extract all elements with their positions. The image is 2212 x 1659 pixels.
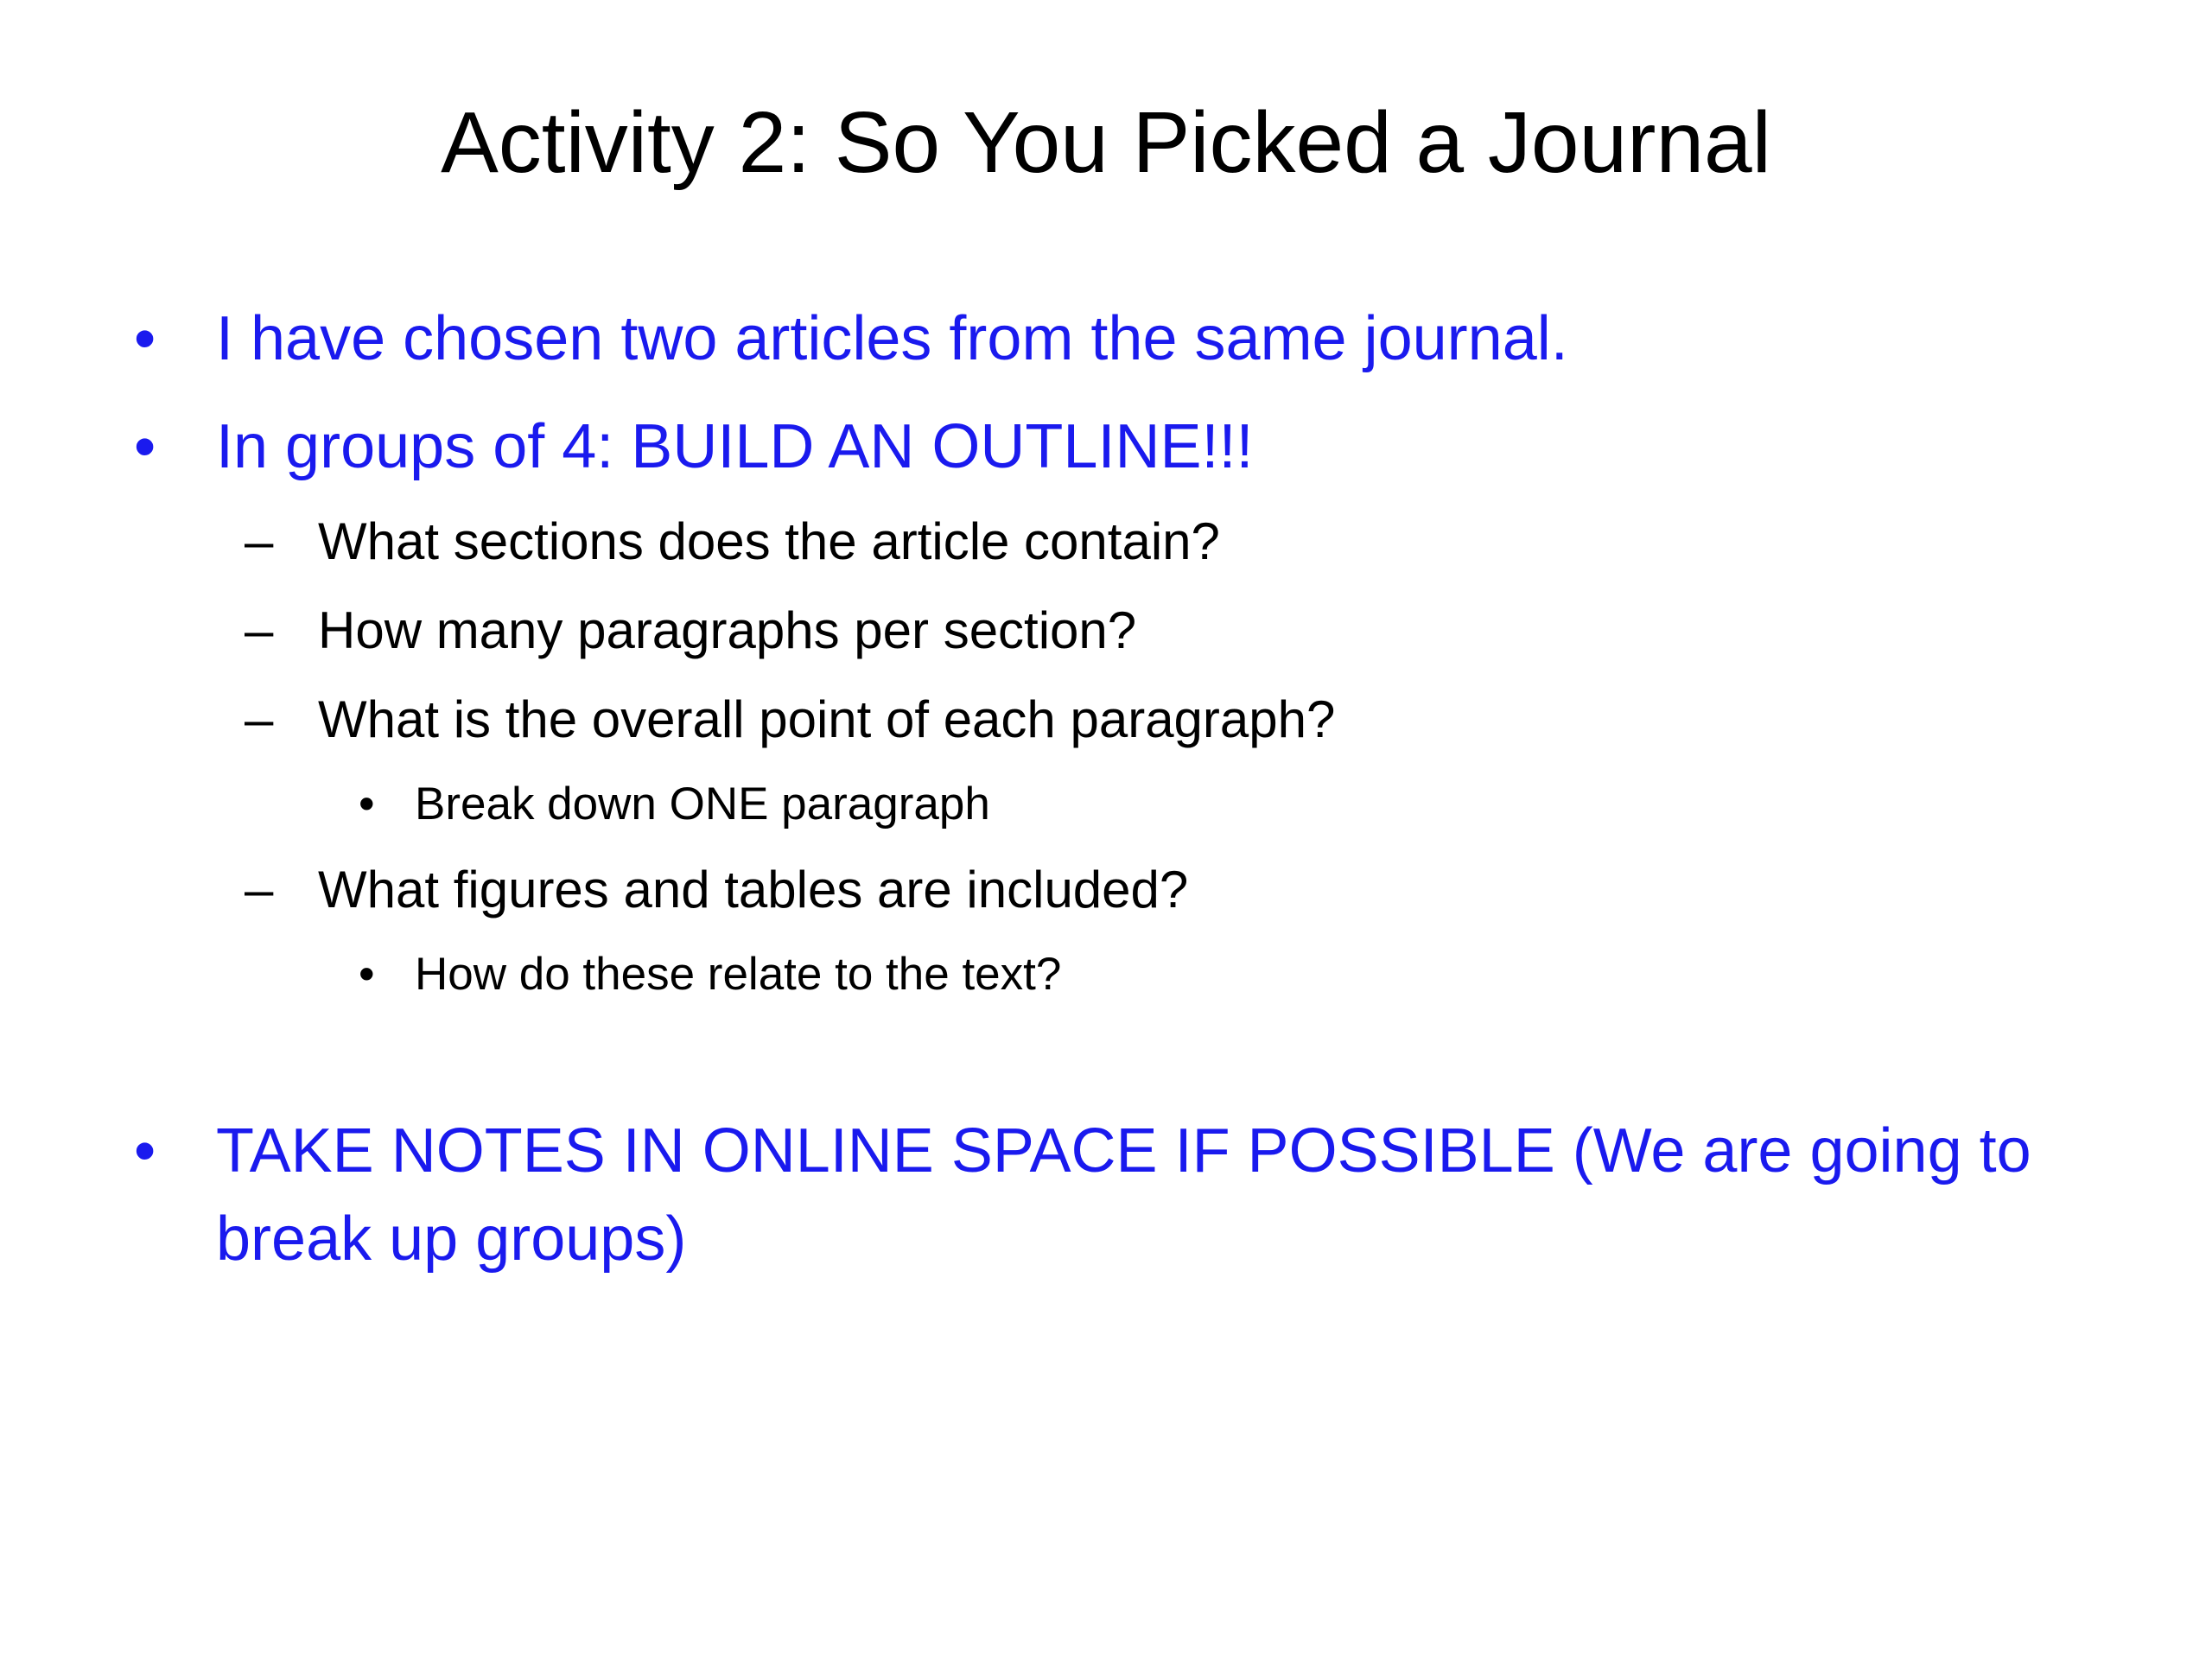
dash-marker: –	[245, 690, 274, 748]
sub-bullet-paragraphs	[245, 594, 2059, 667]
sub-bullet-text: How many paragraphs per section?	[318, 601, 1137, 659]
slide-title: Activity 2: So You Picked a Journal	[441, 94, 1771, 191]
sub-bullet-figures-tables	[245, 854, 2059, 926]
dash-marker: –	[245, 512, 274, 570]
bullet-marker: •	[134, 412, 156, 481]
bullet-text: I have chosen two articles from the same journal.	[216, 304, 1568, 373]
bullet-marker: •	[359, 779, 375, 830]
sub-sub-bullet-text: How do these relate to the text?	[415, 949, 1062, 1000]
sub-bullet-sections	[245, 505, 2059, 578]
bullet-marker: •	[359, 949, 375, 1000]
bullet-text-line2: break up groups)	[216, 1205, 687, 1274]
bullet-marker: •	[134, 304, 156, 373]
dash-marker: –	[245, 601, 274, 659]
dash-marker: –	[245, 861, 274, 918]
bullet-item-build-outline	[134, 402, 2121, 492]
sub-bullet-text: What figures and tables are included?	[318, 861, 1189, 918]
bullet-text: In groups of 4: BUILD AN OUTLINE!!!	[216, 412, 1254, 481]
bullet-text-line1: TAKE NOTES IN ONLINE SPACE IF POSSIBLE (We are going to	[216, 1116, 2031, 1185]
sub-bullet-text: What sections does the article contain?	[318, 512, 1220, 570]
sub-sub-bullet-relate-text	[359, 942, 2000, 1007]
bullet-item-take-notes	[134, 1106, 2164, 1287]
sub-bullet-overall-point	[245, 683, 2059, 756]
sub-bullet-text: What is the overall point of each paragraph?	[318, 690, 1336, 748]
bullet-item-chosen-articles	[134, 294, 2121, 384]
sub-sub-bullet-break-down	[359, 772, 2000, 837]
sub-sub-bullet-text: Break down ONE paragraph	[415, 779, 990, 830]
bullet-marker: •	[134, 1116, 156, 1185]
